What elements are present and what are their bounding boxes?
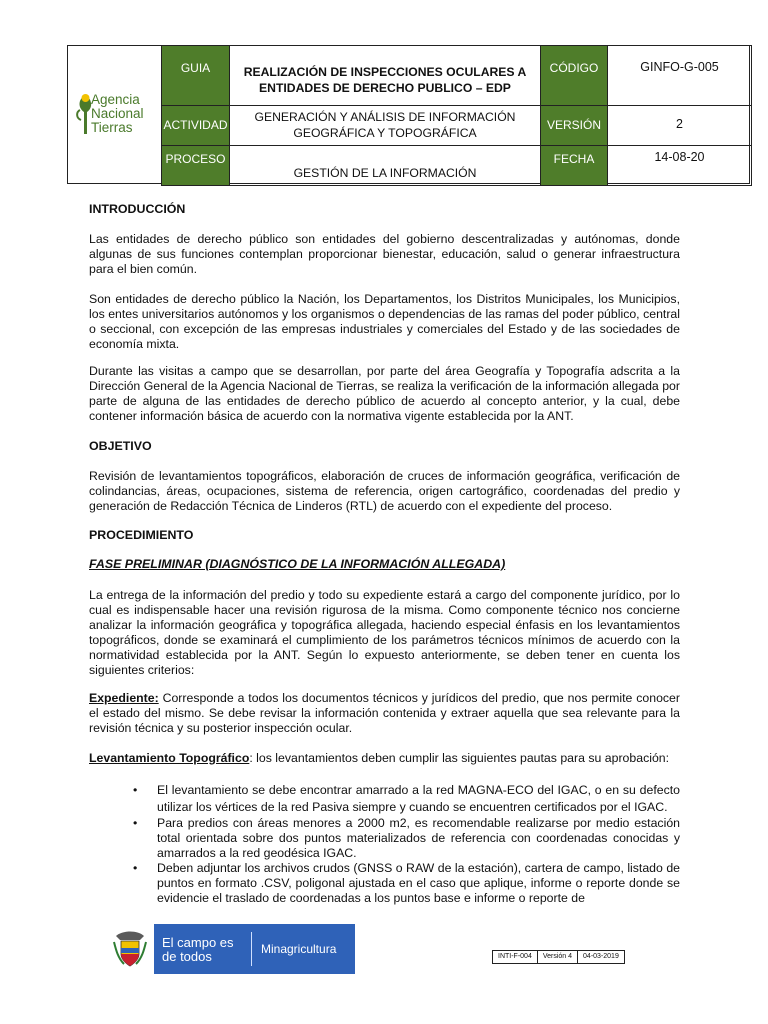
process-title: GESTIÓN DE LA INFORMACIÓN xyxy=(229,145,541,186)
fase-preliminar-heading: FASE PRELIMINAR (DIAGNÓSTICO DE LA INFORMACIÓN ALLEGADA) xyxy=(89,557,506,571)
expediente-text: Corresponde a todos los documentos técnicos y jurídicos del predio, que nos permite conocer el estado del mismo. Se debe revisar la información contenida y extraer aquella que sea relevante para la revisión técnica y su posterior inspección ocular. xyxy=(89,691,680,735)
levantamiento-text: : los levantamientos deben cumplir las siguientes pautas para su aprobación: xyxy=(249,751,670,765)
list-item: • Deben adjuntar los archivos crudos (GNSS o RAW de la estación), cartera de campo, listado de puntos en formato .CSV, poligonal ajustada en el caso que aplique, informe o reporte donde se evidencie el traslado de coordenadas a los puntos base e informe o reporte de xyxy=(133,861,680,905)
code-value: GINFO-G-005 xyxy=(607,45,752,106)
logo-text: Agencia Nacional Tierras xyxy=(91,92,144,135)
version-value: 2 xyxy=(607,105,752,146)
coat-of-arms-box xyxy=(106,924,154,974)
procedimiento-heading: PROCEDIMIENTO xyxy=(89,528,194,542)
version-label: VERSIÓN xyxy=(540,105,608,146)
code-label: CÓDIGO xyxy=(540,45,608,106)
date-value: 14-08-20 xyxy=(607,145,752,186)
objetivo-paragraph: Revisión de levantamientos topográficos, elaboración de cruces de información geográfica, verificación de colindancias, áreas, ocupaciones, sistema de referencia, origen cartográfico, coordenadas del predio y generación de Redacción Técnica de Linderos (RTL) de acuerdo con el expediente del proceso. xyxy=(89,469,680,513)
proceso-label: PROCESO xyxy=(161,145,230,186)
activity-title: GENERACIÓN Y ANÁLISIS DE INFORMACIÓN GEOGRÁFICA Y TOPOGRÁFICA xyxy=(229,105,541,146)
guia-label: GUIA xyxy=(161,45,230,106)
intro-paragraph-2: Son entidades de derecho público la Nación, los Departamentos, los Distritos Municipales, los Municipios, los entes universitarios autónomos y los organismos o dependencias de las ramas del poder público, central o seccional, con excepción de las empresas industriales y comerciales del Estado y de las sociedades de economía mixta. xyxy=(89,292,680,351)
document-header-table xyxy=(67,45,750,184)
bullet-icon: • xyxy=(133,861,138,875)
intro-paragraph-1: Las entidades de derecho público son entidades del gobierno descentralizadas y autónomas, donde algunas de sus funciones contemplan proporcionar bienestar, educación, salud o generar infraestructura para el bien común. xyxy=(89,232,680,276)
logo-cell xyxy=(67,45,162,184)
form-code-box xyxy=(492,950,625,964)
bullet-list xyxy=(89,782,680,906)
footer-divider xyxy=(251,932,252,966)
bullet-icon: • xyxy=(133,783,138,797)
footer-slogan: El campo es de todos xyxy=(162,935,234,964)
expediente-label: Expediente: xyxy=(89,691,159,705)
levantamiento-label: Levantamiento Topográfico xyxy=(89,751,250,765)
expediente-paragraph xyxy=(89,691,680,736)
document-title: REALIZACIÓN DE INSPECCIONES OCULARES A ENTIDADES DE DERECHO PUBLICO – EDP xyxy=(229,45,541,106)
form-version: Versión 4 xyxy=(538,951,578,963)
footer-ministry: Minagricultura xyxy=(261,942,337,956)
form-date: 04-03-2019 xyxy=(583,953,619,960)
intro-heading: INTRODUCCIÓN xyxy=(89,202,186,216)
intro-paragraph-3: Durante las visitas a campo que se desarrollan, por parte del área Geografía y Topografía adscrita a la Dirección General de la Agencia Nacional de Tierras, se realiza la verificación de la información allegada por parte de alguna de las entidades de derecho público de acuerdo al concepto anterior, y la cual, debe contener información básica de acuerdo con la normativa vigente establecida por la ANT. xyxy=(89,364,680,423)
fecha-label: FECHA xyxy=(540,145,608,186)
list-item: • El levantamiento se debe encontrar amarrado a la red MAGNA-ECO del IGAC, o en su defecto utilizar los vértices de la red Pasiva siempre y cuando se encuentren certificados por el IGAC. xyxy=(133,783,680,814)
actividad-label: ACTIVIDAD xyxy=(161,105,230,146)
footer-banner xyxy=(106,924,355,974)
levantamiento-paragraph xyxy=(89,751,680,766)
bullet-icon: • xyxy=(133,816,138,830)
fase-paragraph: La entrega de la información del predio y todo su expediente estará a cargo del componente jurídico, por lo cual es indispensable hacer una revisión rigurosa de la misma. Como componente técnico nos concierne analizar la información geográfica y topográfica allegada, haciendo especial énfasis en los levantamientos topográficos, donde se examinará el cumplimiento de los parámetros técnicos mínimos de acuerdo con la normatividad establecida por la ANT. Según lo expuesto anteriormente, se deben tener en cuenta los siguientes criterios: xyxy=(89,588,680,677)
list-item: • Para predios con áreas menores a 2000 m2, es recomendable realizarse por medio estación total orientada sobre dos puntos materializados de referencia con coordenadas conocidas y amarrados a la red geodésica IGAC. xyxy=(133,816,680,860)
coat-of-arms-icon xyxy=(106,924,154,974)
form-code: INTI-F-004 xyxy=(493,951,538,963)
objetivo-heading: OBJETIVO xyxy=(89,439,152,453)
